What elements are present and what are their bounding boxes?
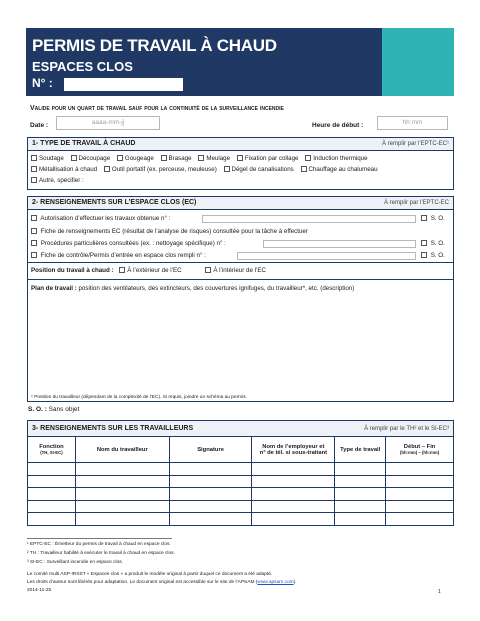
checkbox-box[interactable] bbox=[31, 252, 37, 258]
table-cell[interactable] bbox=[386, 513, 454, 526]
work-plan-label: Plan de travail : bbox=[31, 285, 77, 292]
checkbox-box[interactable] bbox=[31, 215, 37, 221]
checkbox-outil-portatif[interactable] bbox=[104, 166, 217, 173]
table-cell[interactable] bbox=[252, 488, 335, 501]
table-cell[interactable] bbox=[75, 513, 169, 526]
section-confined-space-responsible: À remplir par l’EPTC-EC bbox=[383, 200, 449, 206]
table-cell[interactable] bbox=[75, 488, 169, 501]
table-row bbox=[28, 500, 454, 513]
checkbox-degel[interactable] bbox=[224, 166, 294, 173]
column-sublabel: (TH, SI-EC) bbox=[40, 450, 63, 455]
credit-text-end: ). bbox=[293, 580, 297, 585]
checkbox-fixation[interactable] bbox=[237, 155, 299, 162]
permit-number-label: N° : bbox=[32, 76, 53, 90]
checkbox-label: Gougeage bbox=[124, 155, 154, 162]
so-option-entry-permit[interactable] bbox=[421, 252, 445, 259]
checkbox-label: Fixation par collage bbox=[244, 155, 299, 162]
credit-text: Les droits d’auteur sont libérés pour adaptation. Le document original est accessible sur le site de l’APSAM ( bbox=[27, 580, 258, 585]
checkbox-box[interactable] bbox=[31, 155, 37, 161]
section-work-type-header bbox=[28, 138, 453, 151]
workers-table bbox=[27, 436, 454, 526]
table-cell[interactable] bbox=[75, 463, 169, 476]
column-header-employer bbox=[252, 437, 335, 463]
column-label: Fonction bbox=[39, 444, 64, 450]
credit-line-1: Le comité multi ASP-IRSST « Espaces clos » a produit le modèle original à partir duquel ce document a été adapté. bbox=[27, 572, 273, 577]
table-cell[interactable] bbox=[169, 463, 252, 476]
table-cell[interactable] bbox=[28, 488, 76, 501]
section-workers-responsible: À remplir par le TH² et le SI-EC³ bbox=[364, 426, 449, 432]
checkbox-box[interactable] bbox=[237, 155, 243, 161]
document-date: 2014-11-25 bbox=[27, 588, 52, 593]
column-sublabel: (hh:mm) – (hh:mm) bbox=[399, 450, 440, 455]
workers-table-header bbox=[28, 437, 454, 463]
section-work-type bbox=[27, 137, 454, 190]
table-row bbox=[28, 488, 454, 501]
table-cell[interactable] bbox=[28, 513, 76, 526]
header-accent-block bbox=[382, 28, 454, 96]
work-plan-area[interactable] bbox=[31, 285, 354, 292]
validity-notice: Valide pour un quart de travail sauf pour la continuité de la surveillance incendie bbox=[30, 105, 284, 112]
ec-item-label: Fiche de contrôle/Permis d’entrée en espace clos rempli n° : bbox=[40, 252, 206, 259]
footnote-th: ² TH : Travailleur habilité à exécuter le travail à chaud en espace clos. bbox=[27, 551, 175, 556]
work-type-row-2 bbox=[31, 166, 383, 173]
checkbox-box[interactable] bbox=[31, 166, 37, 172]
checkbox-box[interactable] bbox=[71, 155, 77, 161]
checkbox-box[interactable] bbox=[421, 240, 427, 246]
section-work-type-title: 1- TYPE DE TRAVAIL À CHAUD bbox=[32, 140, 136, 147]
column-header-signature: Signature bbox=[169, 437, 252, 463]
checkbox-autre[interactable] bbox=[31, 177, 84, 184]
checkbox-box[interactable] bbox=[198, 155, 204, 161]
checkbox-chalumeau[interactable] bbox=[301, 166, 378, 173]
checkbox-label: Soudage bbox=[39, 155, 64, 162]
ec-item-label: Procédures particulières consultées (ex. : nettoyage spécifique) n° : bbox=[40, 240, 226, 247]
so-label: S. O. bbox=[430, 252, 445, 259]
table-cell[interactable] bbox=[169, 488, 252, 501]
date-field[interactable]: aaaa-mm-jj bbox=[56, 116, 160, 130]
section-confined-space-header bbox=[28, 197, 453, 210]
ec-item-label: Fiche de renseignements EC (résultat de l’analyse de risques) consultée pour la tâche à effectuer bbox=[40, 228, 308, 235]
work-position-row bbox=[31, 267, 271, 274]
start-time-label: Heure de début : bbox=[312, 122, 364, 129]
section-work-type-responsible: À remplir par l’EPTC-EC¹ bbox=[381, 141, 449, 147]
so-label: S. O. bbox=[430, 215, 445, 222]
checkbox-label: Dégel de canalisations bbox=[231, 166, 294, 173]
ec-item-authorization bbox=[31, 215, 170, 222]
so-option-procedures[interactable] bbox=[421, 240, 445, 247]
checkbox-label: Outil portatif (ex. perceuse, meuleuse) bbox=[111, 166, 217, 173]
permit-number-field[interactable] bbox=[64, 78, 183, 91]
table-cell[interactable] bbox=[335, 475, 386, 488]
column-header-start-end bbox=[386, 437, 454, 463]
table-cell[interactable] bbox=[252, 463, 335, 476]
position-outside-option[interactable] bbox=[119, 267, 181, 274]
table-cell[interactable] bbox=[335, 463, 386, 476]
checkbox-label: Découpage bbox=[78, 155, 111, 162]
column-label: n° de tél. si sous-traitant bbox=[259, 449, 328, 456]
section-confined-space bbox=[27, 196, 454, 402]
divider bbox=[27, 262, 454, 263]
work-type-row-1 bbox=[31, 155, 373, 162]
table-cell[interactable] bbox=[28, 500, 76, 513]
credit-line-2 bbox=[27, 580, 297, 585]
ec-item-label: Autorisation d’effectuer les travaux obtenue n° : bbox=[40, 215, 171, 222]
table-cell[interactable] bbox=[335, 488, 386, 501]
table-cell[interactable] bbox=[386, 475, 454, 488]
checkbox-label: Brasage bbox=[168, 155, 192, 162]
table-cell[interactable] bbox=[169, 475, 252, 488]
checkbox-soudage[interactable] bbox=[31, 155, 64, 162]
procedures-number-field[interactable] bbox=[263, 240, 416, 248]
column-label: Nom de l’employeur et bbox=[262, 443, 325, 450]
footnote-siec: ³ SI-EC : Surveillant incendie en espace clos. bbox=[27, 560, 123, 565]
checkbox-box[interactable] bbox=[104, 166, 110, 172]
footnote-rule bbox=[27, 538, 172, 539]
worker-position-footnote: * Position du travailleur (dépendant de la complexité de l’EC). Si requis, joindre un schéma au permis. bbox=[31, 395, 247, 400]
table-cell[interactable] bbox=[335, 513, 386, 526]
table-cell[interactable] bbox=[252, 475, 335, 488]
checkbox-label: Chauffage au chalumeau bbox=[308, 166, 378, 173]
column-header-work-type: Type de travail bbox=[335, 437, 386, 463]
so-meaning: Sans objet bbox=[46, 406, 80, 413]
checkbox-box[interactable] bbox=[224, 166, 230, 172]
table-cell[interactable] bbox=[386, 488, 454, 501]
so-label: S. O. bbox=[430, 240, 445, 247]
checkbox-induction[interactable] bbox=[305, 155, 367, 162]
date-label: Date : bbox=[30, 122, 49, 129]
section-workers-title: 3- RENSEIGNEMENTS SUR LES TRAVAILLEURS bbox=[32, 425, 194, 432]
column-header-worker-name: Nom du travailleur bbox=[75, 437, 169, 463]
table-cell[interactable] bbox=[28, 463, 76, 476]
apsam-link[interactable]: www.apsam.com bbox=[257, 580, 294, 585]
checkbox-box[interactable] bbox=[31, 240, 37, 246]
table-cell[interactable] bbox=[252, 500, 335, 513]
table-row bbox=[28, 513, 454, 526]
checkbox-label: Métallisation à chaud bbox=[39, 166, 98, 173]
checkbox-box[interactable] bbox=[31, 177, 37, 183]
checkbox-box[interactable] bbox=[301, 166, 307, 172]
table-cell[interactable] bbox=[386, 500, 454, 513]
page-number: 1 bbox=[438, 589, 441, 595]
section-workers-header bbox=[28, 421, 453, 437]
checkbox-label: À l’intérieur de l’EC bbox=[213, 267, 266, 274]
section-workers bbox=[27, 420, 454, 437]
divider bbox=[27, 279, 454, 280]
start-time-field[interactable]: hh:mm bbox=[377, 116, 448, 130]
ec-item-entry-permit bbox=[31, 252, 206, 259]
checkbox-box[interactable] bbox=[117, 155, 123, 161]
so-legend bbox=[28, 406, 79, 413]
table-cell[interactable] bbox=[386, 463, 454, 476]
table-row bbox=[28, 475, 454, 488]
document-title: PERMIS DE TRAVAIL À CHAUD bbox=[32, 36, 277, 55]
entry-permit-number-field[interactable] bbox=[237, 252, 416, 260]
table-row bbox=[28, 463, 454, 476]
authorization-number-field[interactable] bbox=[202, 215, 416, 223]
checkbox-label: Autre, spécifier : bbox=[39, 177, 84, 184]
checkbox-box[interactable] bbox=[421, 252, 427, 258]
ec-item-procedures bbox=[31, 240, 226, 247]
checkbox-label: Induction thermique bbox=[313, 155, 368, 162]
checkbox-label: À l’extérieur de l’EC bbox=[127, 267, 182, 274]
position-inside-option[interactable] bbox=[205, 267, 266, 274]
so-abbreviation: S. O. : bbox=[28, 406, 47, 413]
checkbox-gougeage[interactable] bbox=[117, 155, 154, 162]
header-banner bbox=[26, 28, 382, 96]
column-header-fonction bbox=[28, 437, 76, 463]
table-cell[interactable] bbox=[75, 475, 169, 488]
table-cell[interactable] bbox=[75, 500, 169, 513]
so-option-authorization[interactable] bbox=[421, 215, 445, 222]
checkbox-box[interactable] bbox=[31, 228, 37, 234]
document-subtitle: ESPACES CLOS bbox=[32, 59, 133, 74]
table-cell[interactable] bbox=[28, 475, 76, 488]
checkbox-box[interactable] bbox=[161, 155, 167, 161]
checkbox-label: Meulage bbox=[206, 155, 231, 162]
section-confined-space-title: 2- RENSEIGNEMENTS SUR L’ESPACE CLOS (EC) bbox=[32, 199, 197, 206]
column-label: Début – Fin bbox=[403, 444, 436, 450]
table-cell[interactable] bbox=[252, 513, 335, 526]
checkbox-box[interactable] bbox=[205, 267, 211, 273]
work-plan-description: position des ventilateurs, des extincteurs, des couvertures ignifuges, du travailleur*, etc. (description) bbox=[76, 285, 355, 292]
checkbox-box[interactable] bbox=[119, 267, 125, 273]
checkbox-box[interactable] bbox=[421, 215, 427, 221]
table-cell[interactable] bbox=[169, 513, 252, 526]
ec-item-risk-sheet bbox=[31, 228, 308, 235]
footnote-eptc: ¹ EPTC-EC : Émetteur du permis de travail à chaud en espace clos. bbox=[27, 542, 171, 547]
checkbox-decoupage[interactable] bbox=[71, 155, 111, 162]
work-type-row-3 bbox=[31, 177, 89, 184]
checkbox-meulage[interactable] bbox=[198, 155, 230, 162]
checkbox-box[interactable] bbox=[305, 155, 311, 161]
work-position-label: Position du travail à chaud : bbox=[31, 267, 114, 274]
checkbox-metallisation[interactable] bbox=[31, 166, 97, 173]
table-cell[interactable] bbox=[169, 500, 252, 513]
table-cell[interactable] bbox=[335, 500, 386, 513]
checkbox-brasage[interactable] bbox=[161, 155, 192, 162]
